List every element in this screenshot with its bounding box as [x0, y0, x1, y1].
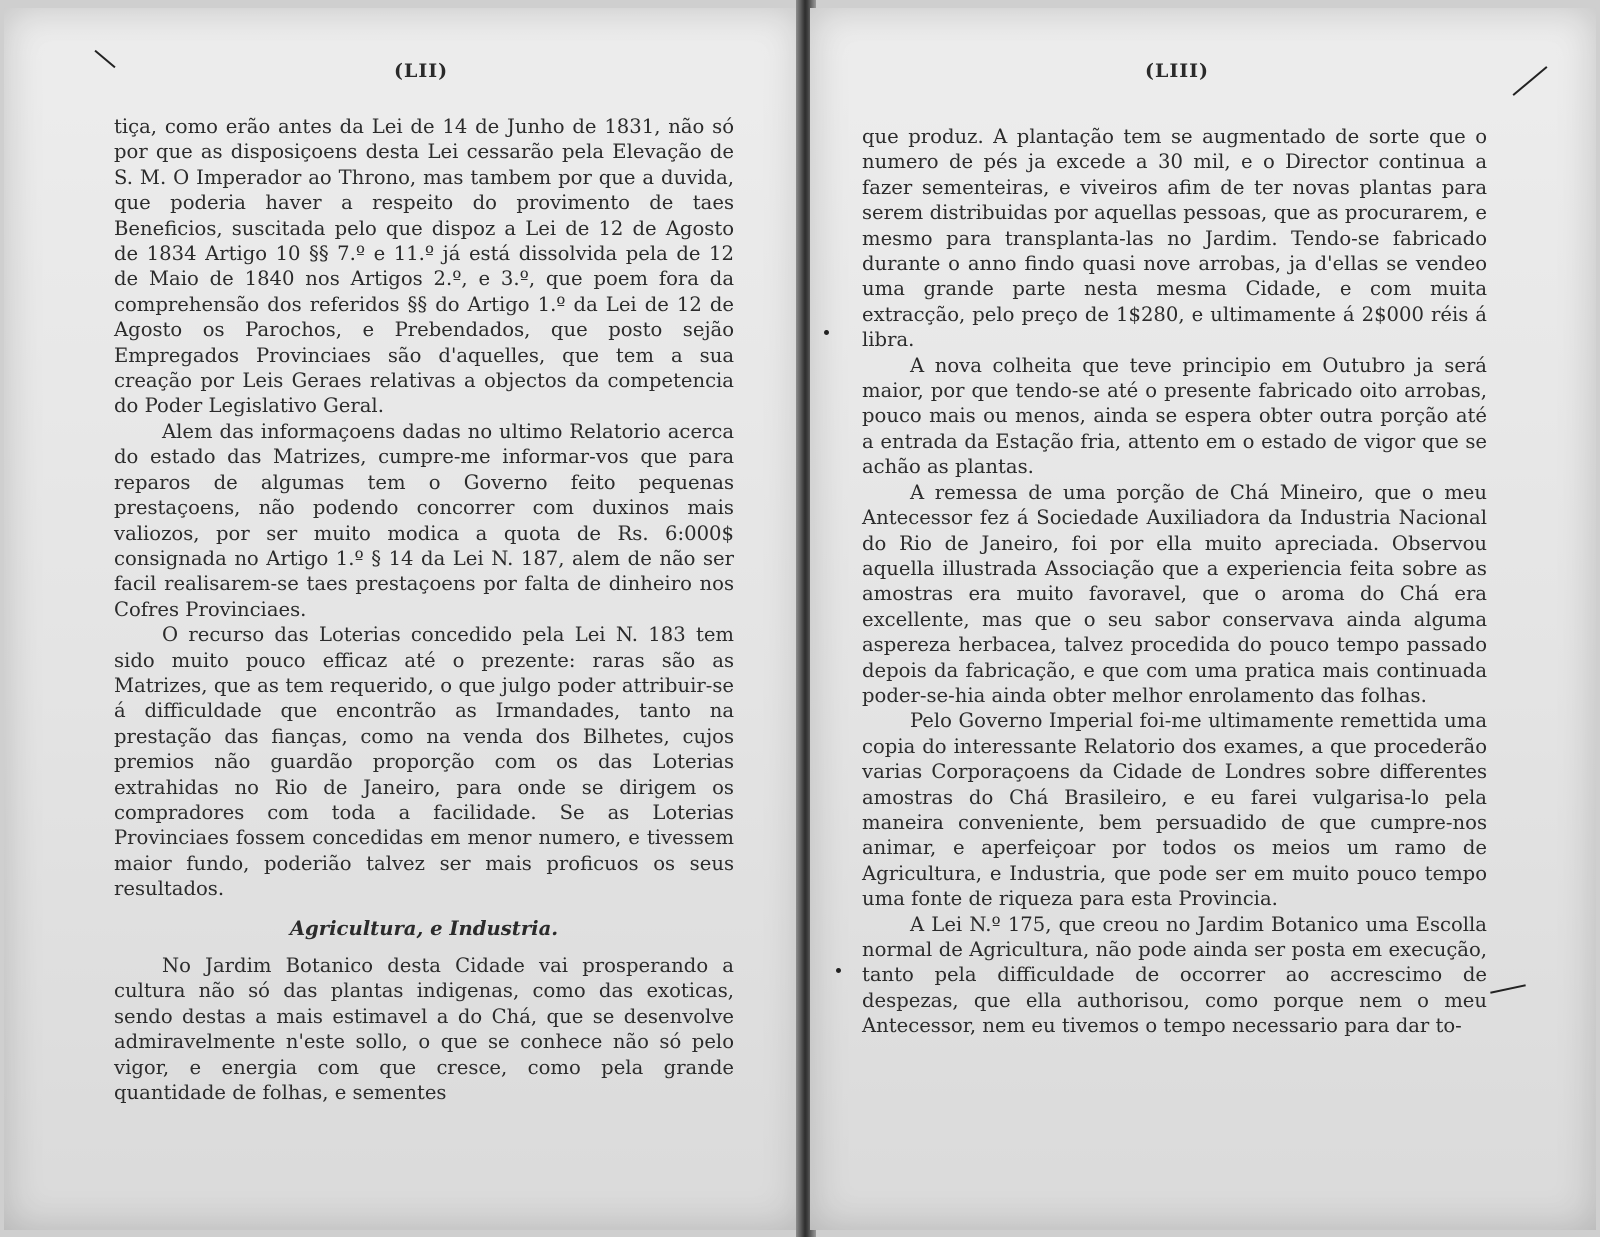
paragraph: A nova colheita que teve principio em Outubro ja será maior, por que tendo-se até o presente fabricado oito arrobas, pouco mais ou menos, ainda se espera obter outra porção até a entrada da Estação fria, attento em o estado de vigor que se achão as plantas.: [862, 353, 1487, 479]
section-heading: Agricultura, e Industria.: [289, 916, 559, 940]
paragraph: que produz. A plantação tem se augmentado de sorte que o numero de pés ja excede a 30 mil, e o Director continua a fazer sementeiras, e viveiros afim de ter novas plantas para serem distribuidas por aquellas pessoas, que as procurarem, e mesmo para transplanta-las no Jardim. Tendo-se fabricado durante o anno findo quasi nove arrobas, ja d'ellas se vendeo uma grande parte nesta mesma Cidade, e com muita extracção, pelo preço de 1$280, e ultimamente á 2$000 réis á libra.: [862, 125, 1487, 352]
paragraph: tiça, como erão antes da Lei de 14 de Junho de 1831, não só por que as disposiçoens desta Lei cessarão pela Elevação de S. M. O Imperador ao Throno, mas tambem por que a duvida, que poderia haver a respeito do provimento de taes Beneficios, suscitada pelo que dispoz a Lei de 12 de Agosto de 1834 Artigo 10 §§ 7.º e 11.º já está dissolvida pela de 12 de Maio de 1840 nos Artigos 2.º, e 3.º, que poem fora da comprehensão dos referidos §§ do Artigo 1.º da Lei de 12 de Agosto os Parochos, e Prebendados, que posto sejão Empregados Provinciaes são d'aquelles, que tem a sua creação por Leis Geraes relativas a objectos da competencia do Poder Legislativo Geral.: [114, 115, 734, 418]
left-page-text: [114, 114, 734, 1105]
paragraph: A Lei N.º 175, que creou no Jardim Botanico uma Escolla normal de Agricultura, não pode ainda ser posta em execução, tanto pela difficuldade de occorrer ao accrescimo de despezas, que ella authorisou, como porque nem o meu Antecessor, nem eu tivemos o tempo necessario para dar to-: [862, 912, 1487, 1038]
paragraph: O recurso das Loterias concedido pela Lei N. 183 tem sido muito pouco efficaz até o prezente: raras são as Matrizes, que as tem requerido, o que julgo poder attribuir-se á difficuldade que encontrão as Irmandades, tanto na prestação das fianças, como na venda dos Bilhetes, cujos premios não guardão proporção com os das Loterias extrahidas no Rio de Janeiro, para onde se dirigem os compradores com toda a facilidade. Se as Loterias Provinciaes fossem concedidas em menor numero, e tivessem maior fundo, poderião talvez ser mais proficuos os seus resultados.: [114, 623, 734, 901]
right-page: [810, 8, 1596, 1230]
scan-mark: [836, 968, 841, 973]
paragraph: Alem das informaçoens dadas no ultimo Relatorio acerca do estado das Matrizes, cumpre-me informar-vos que para reparos de algumas tem o Governo feito pequenas prestaçoens, não podendo concorrer com duxinos mais valiozos, por ser muito modica a quota de Rs. 6:000$ consignada no Artigo 1.º § 14 da Lei N. 187, alem de não ser facil realisarem-se taes prestaçoens por falta de dinheiro nos Cofres Provinciaes.: [114, 419, 734, 621]
paragraph: No Jardim Botanico desta Cidade vai prosperando a cultura não só das plantas indigenas, como das exoticas, sendo destas a mais estimavel a do Chá, que se desenvolve admiravelmente n'este sollo, o que se conhece não só pelo vigor, e energia com que cresce, como pela grande quantidade de folhas, e sementes: [114, 954, 734, 1105]
left-page: [4, 8, 802, 1230]
paragraph: Pelo Governo Imperial foi-me ultimamente remettida uma copia do interessante Relatorio dos exames, a que procederão varias Corporaçoens da Cidade de Londres sobre differentes amostras do Chá Brasileiro, e eu farei vulgarisa-lo pela maneira conveniente, bem persuadido de que cumpre-nos animar, e aperfeiçoar por todos os meios um ramo de Agricultura, e Industria, que pode ser em muito pouco tempo uma fonte de riqueza para esta Provincia.: [862, 709, 1487, 911]
scan-mark: [824, 330, 829, 335]
page-number-right: (LIII): [1145, 60, 1210, 82]
right-page-text: [862, 124, 1487, 1039]
paragraph: A remessa de uma porção de Chá Mineiro, que o meu Antecessor fez á Sociedade Auxiliadora da Industria Nacional do Rio de Janeiro, foi por ella muito apreciada. Observou aquella illustrada Associação que a experiencia feita sobre as amostras era muito favoravel, que o aroma do Chá era excellente, mas que o seu sabor conservava ainda alguma aspereza herbacea, talvez procedida do pouco tempo passado depois da fabricação, e que com uma pratica mais continuada poder-se-hia ainda obter melhor enrolamento das folhas.: [862, 480, 1487, 707]
page-number-left: (LII): [394, 60, 449, 82]
